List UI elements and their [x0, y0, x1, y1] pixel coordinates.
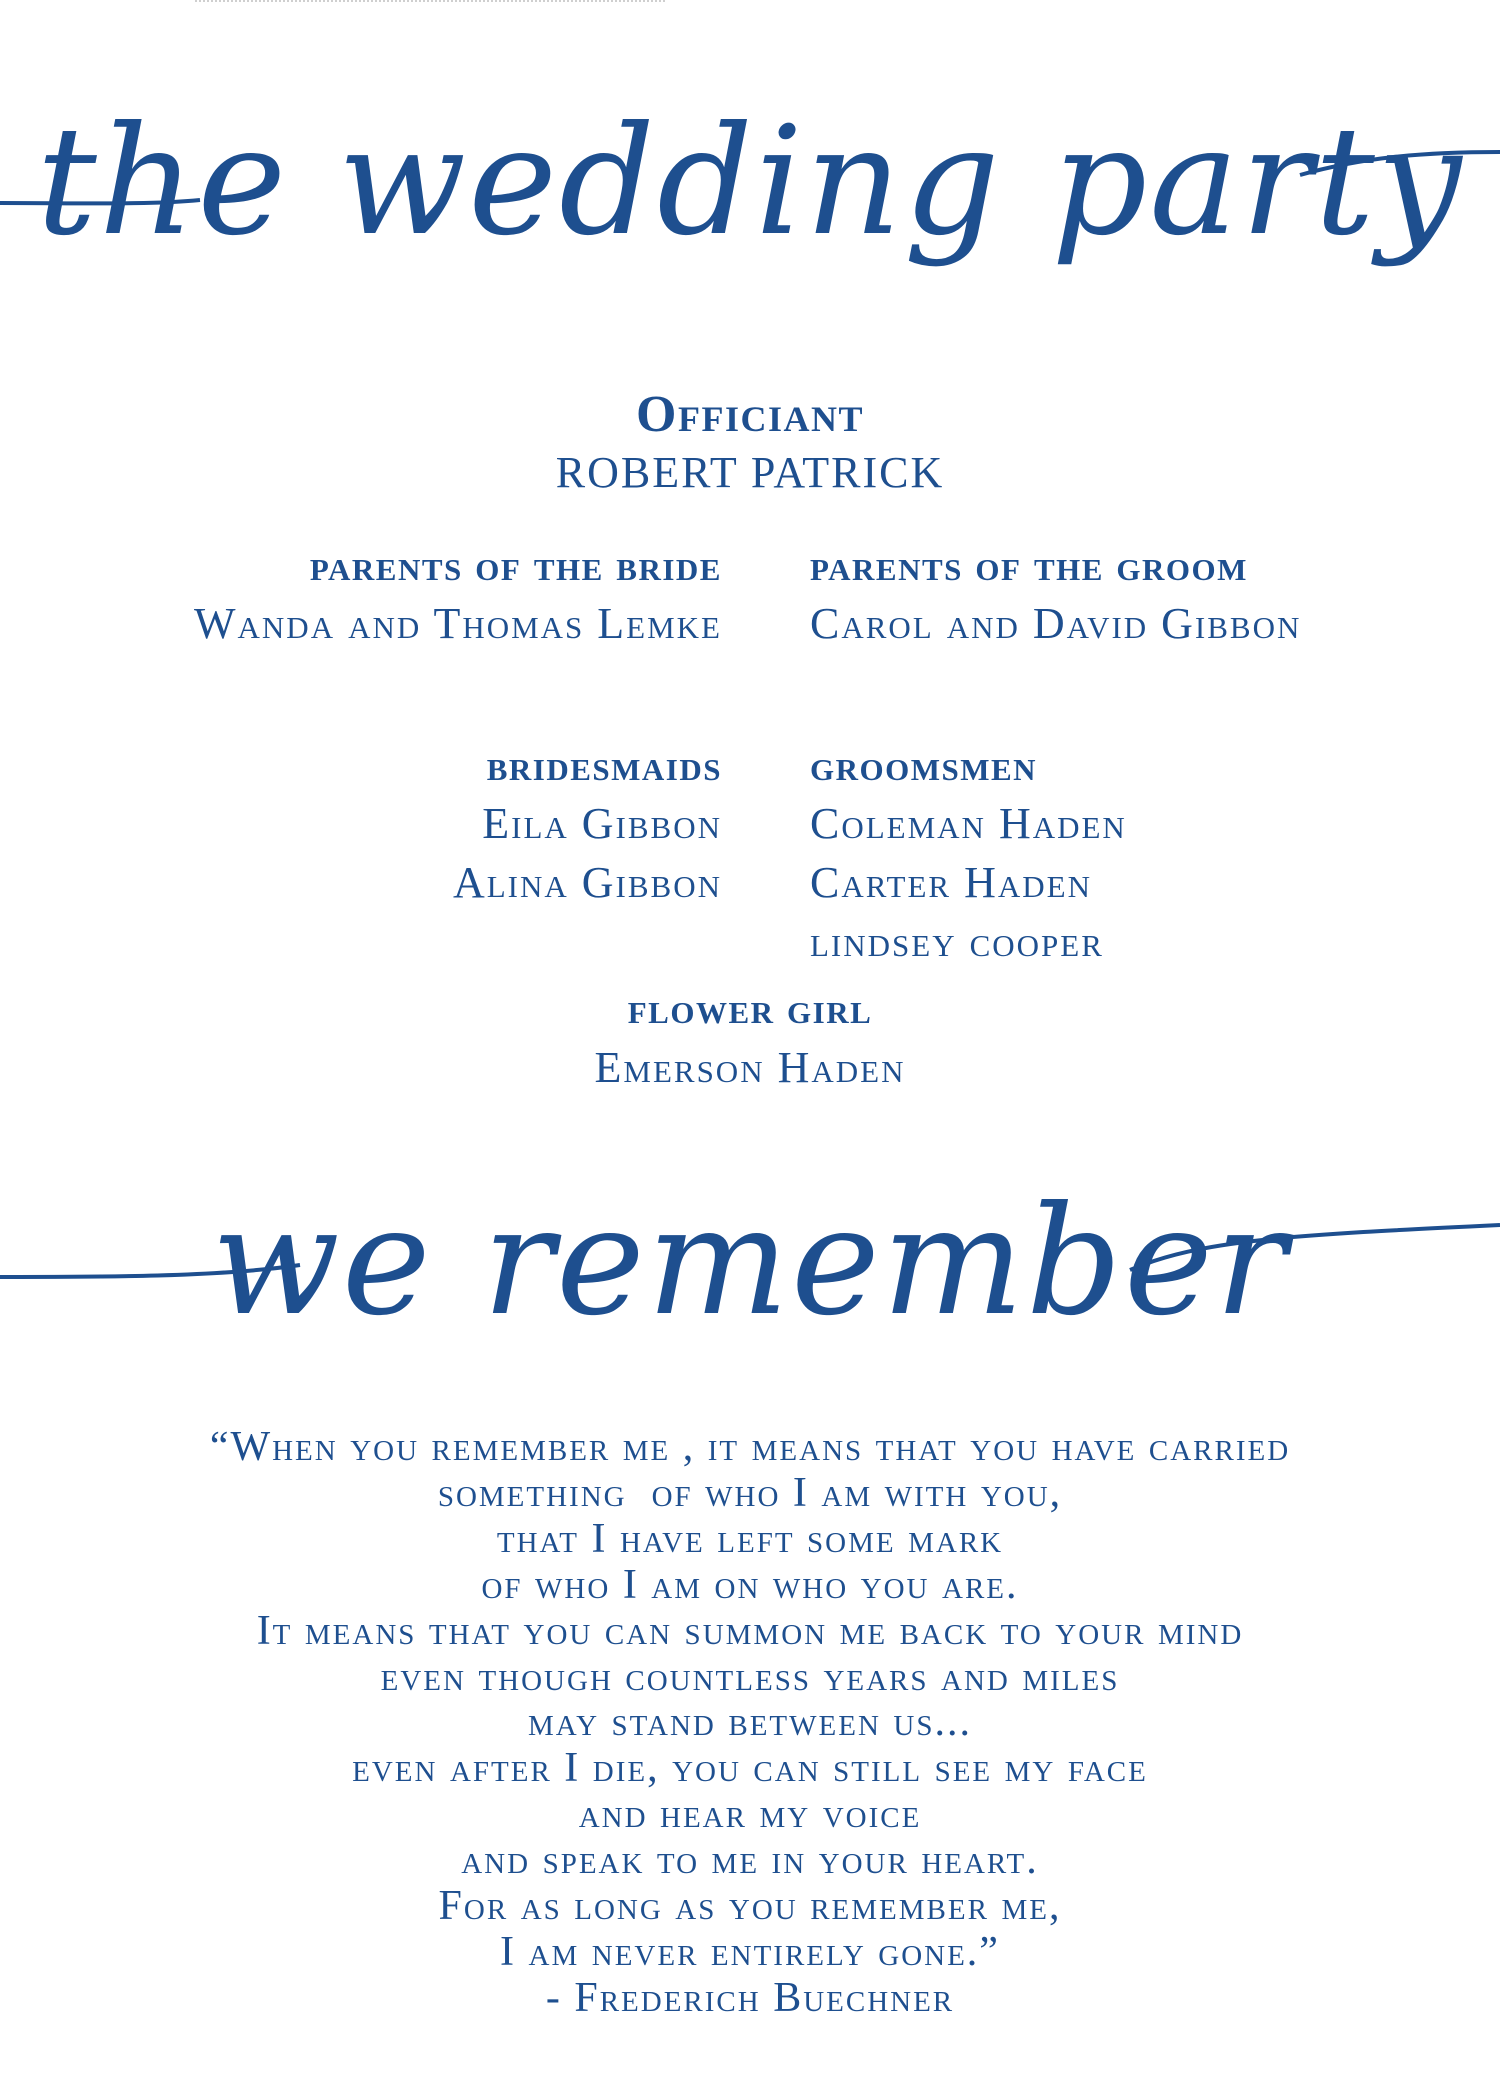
quote-line: something of who I am with you, [437, 1469, 1063, 1516]
memorial-quote [0, 1425, 1500, 2022]
officiant-role: Officiant [636, 386, 864, 443]
groomsman-name: Carter Haden [810, 858, 1092, 907]
flower-girl-role: flower girl [627, 984, 873, 1033]
wedding-party-title: the wedding party [36, 95, 1464, 269]
quote-line: and speak to me in your heart. [461, 1837, 1039, 1884]
quote-line: even though countless years and miles [380, 1653, 1120, 1700]
groomsman-name: Coleman Haden [810, 799, 1127, 848]
officiant-name: ROBERT PATRICK [555, 448, 945, 497]
quote-line: It means that you can summon me back to your mind [256, 1607, 1244, 1654]
quote-line: even after I die, you can still see my face [352, 1745, 1148, 1792]
bridesmaids-role: bridesmaids [486, 741, 722, 790]
quote-line: “When you remember me , it means that you have carried [209, 1424, 1291, 1470]
flower-girl-name: Emerson Haden [594, 1043, 906, 1092]
bridesmaid-name: Alina Gibbon [452, 858, 722, 907]
groomsman-name: lindsey cooper [810, 917, 1104, 966]
groomsmen-role: groomsmen [810, 741, 1038, 790]
quote-line: For as long as you remember me, [438, 1883, 1062, 1930]
quote-attribution: - Frederich Buechner [545, 1974, 955, 2021]
top-dotted-rule [195, 0, 665, 2]
bridesmaid-name: Eila Gibbon [482, 799, 722, 848]
parents-groom-names: Carol and David Gibbon [810, 599, 1302, 648]
quote-line: may stand between us... [528, 1699, 972, 1746]
parents-groom-role: parents of the groom [810, 541, 1248, 590]
quote-line: that I have left some mark [496, 1515, 1004, 1562]
quote-line: and hear my voice [578, 1791, 922, 1838]
quote-line: I am never entirely gone.” [500, 1928, 1000, 1975]
quote-line: of who I am on who you are. [481, 1561, 1019, 1608]
we-remember-title: we remember [211, 1175, 1289, 1349]
parents-bride-names: Wanda and Thomas Lemke [194, 599, 722, 648]
parents-bride-role: parents of the bride [309, 541, 722, 590]
